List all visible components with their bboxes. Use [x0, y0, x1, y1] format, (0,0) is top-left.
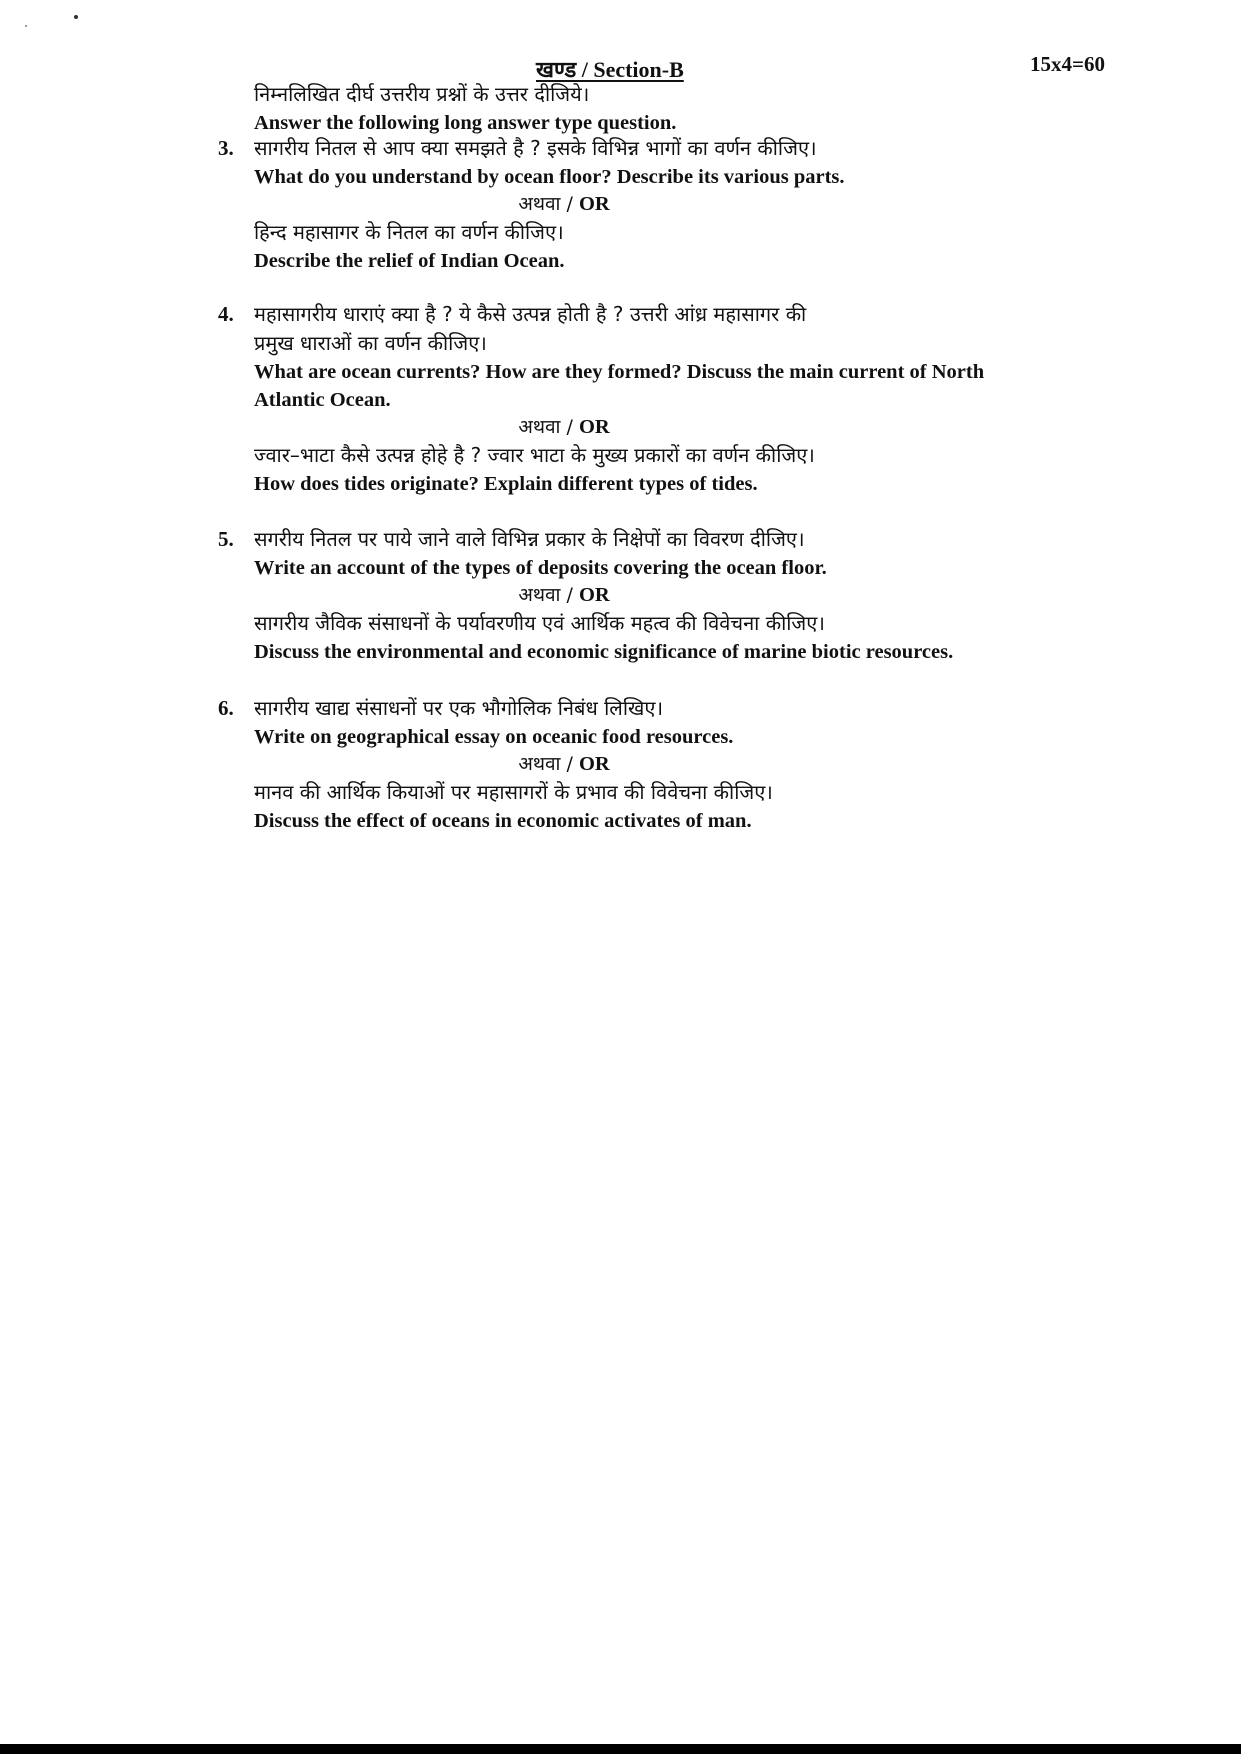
marks-label: 15x4=60	[1030, 52, 1105, 76]
instructions	[254, 80, 1154, 137]
scan-border	[0, 1744, 1241, 1754]
or-hindi: अथवा /	[518, 193, 579, 215]
instructions-hindi: निम्नलिखित दीर्घ उत्तरीय प्रश्नों के उत्तर दीजिये।	[254, 82, 590, 106]
question-english: Write on geographical essay on oceanic food resources.	[254, 726, 734, 748]
alternative-question-hindi: ज्वार–भाटा कैसे उत्पन्न होहे है ? ज्वार भाटा के मुख्य प्रकारों का वर्णन कीजिए।	[254, 443, 815, 467]
instructions-english: Answer the following long answer type question.	[254, 112, 677, 134]
or-separator	[254, 582, 874, 609]
question-number: 3.	[218, 136, 234, 160]
question-english-line: Atlantic Ocean.	[254, 389, 391, 411]
question-hindi: सागरीय खाद्य संसाधनों पर एक भौगोलिक निबंध लिखिए।	[254, 696, 664, 720]
question-hindi: सगरीय नितल पर पाये जाने वाले विभिन्न प्रकार के निक्षेपों का विवरण दीजिए।	[254, 527, 805, 551]
alternative-question-hindi: मानव की आर्थिक कियाओं पर महासागरों के प्रभाव की विवेचना कीजिए।	[254, 780, 773, 804]
question-hindi-line: महासागरीय धाराएं क्या है ? ये कैसे उत्पन्न होती है ? उत्तरी आंध्र महासागर की	[254, 302, 807, 326]
alternative-question-hindi: सागरीय जैविक संसाधनों के पर्यावरणीय एवं आर्थिक महत्व की विवेचना कीजिए।	[254, 611, 825, 635]
question-3	[218, 134, 1128, 275]
alternative-question-english: How does tides originate? Explain different types of tides.	[254, 473, 758, 495]
question-hindi-line: प्रमुख धाराओं का वर्णन कीजिए।	[254, 331, 487, 355]
or-hindi: अथवा /	[518, 584, 579, 606]
question-5	[218, 525, 1128, 666]
or-english: OR	[578, 584, 610, 606]
or-english: OR	[578, 753, 610, 775]
scan-speck	[74, 15, 78, 19]
question-6	[218, 694, 1128, 835]
question-number: 6.	[218, 696, 234, 720]
question-english-line: What are ocean currents? How are they formed? Discuss the main current of North	[254, 361, 985, 383]
alternative-question-english: Discuss the environmental and economic significance of marine biotic resources.	[254, 641, 954, 663]
section-title: खण्ड / Section-B	[536, 57, 684, 82]
or-english: OR	[578, 416, 610, 438]
question-number: 5.	[218, 527, 234, 551]
or-separator	[254, 751, 874, 778]
question-english: What do you understand by ocean floor? Describe its various parts.	[254, 166, 845, 188]
scan-speck	[25, 25, 27, 27]
or-english: OR	[578, 193, 610, 215]
alternative-question-english: Describe the relief of Indian Ocean.	[254, 250, 565, 272]
or-hindi: अथवा /	[518, 416, 579, 438]
alternative-question-english: Discuss the effect of oceans in economic activates of man.	[254, 810, 752, 832]
section-header	[0, 50, 1241, 82]
alternative-question-hindi: हिन्द महासागर के नितल का वर्णन कीजिए।	[254, 220, 564, 244]
question-english: Write an account of the types of deposits covering the ocean floor.	[254, 557, 827, 579]
or-separator	[254, 414, 874, 441]
question-number: 4.	[218, 302, 234, 326]
or-separator	[254, 191, 874, 218]
or-hindi: अथवा /	[518, 753, 579, 775]
question-4	[218, 300, 1128, 498]
question-hindi: सागरीय नितल से आप क्या समझते है ? इसके विभिन्न भागों का वर्णन कीजिए।	[254, 136, 817, 160]
